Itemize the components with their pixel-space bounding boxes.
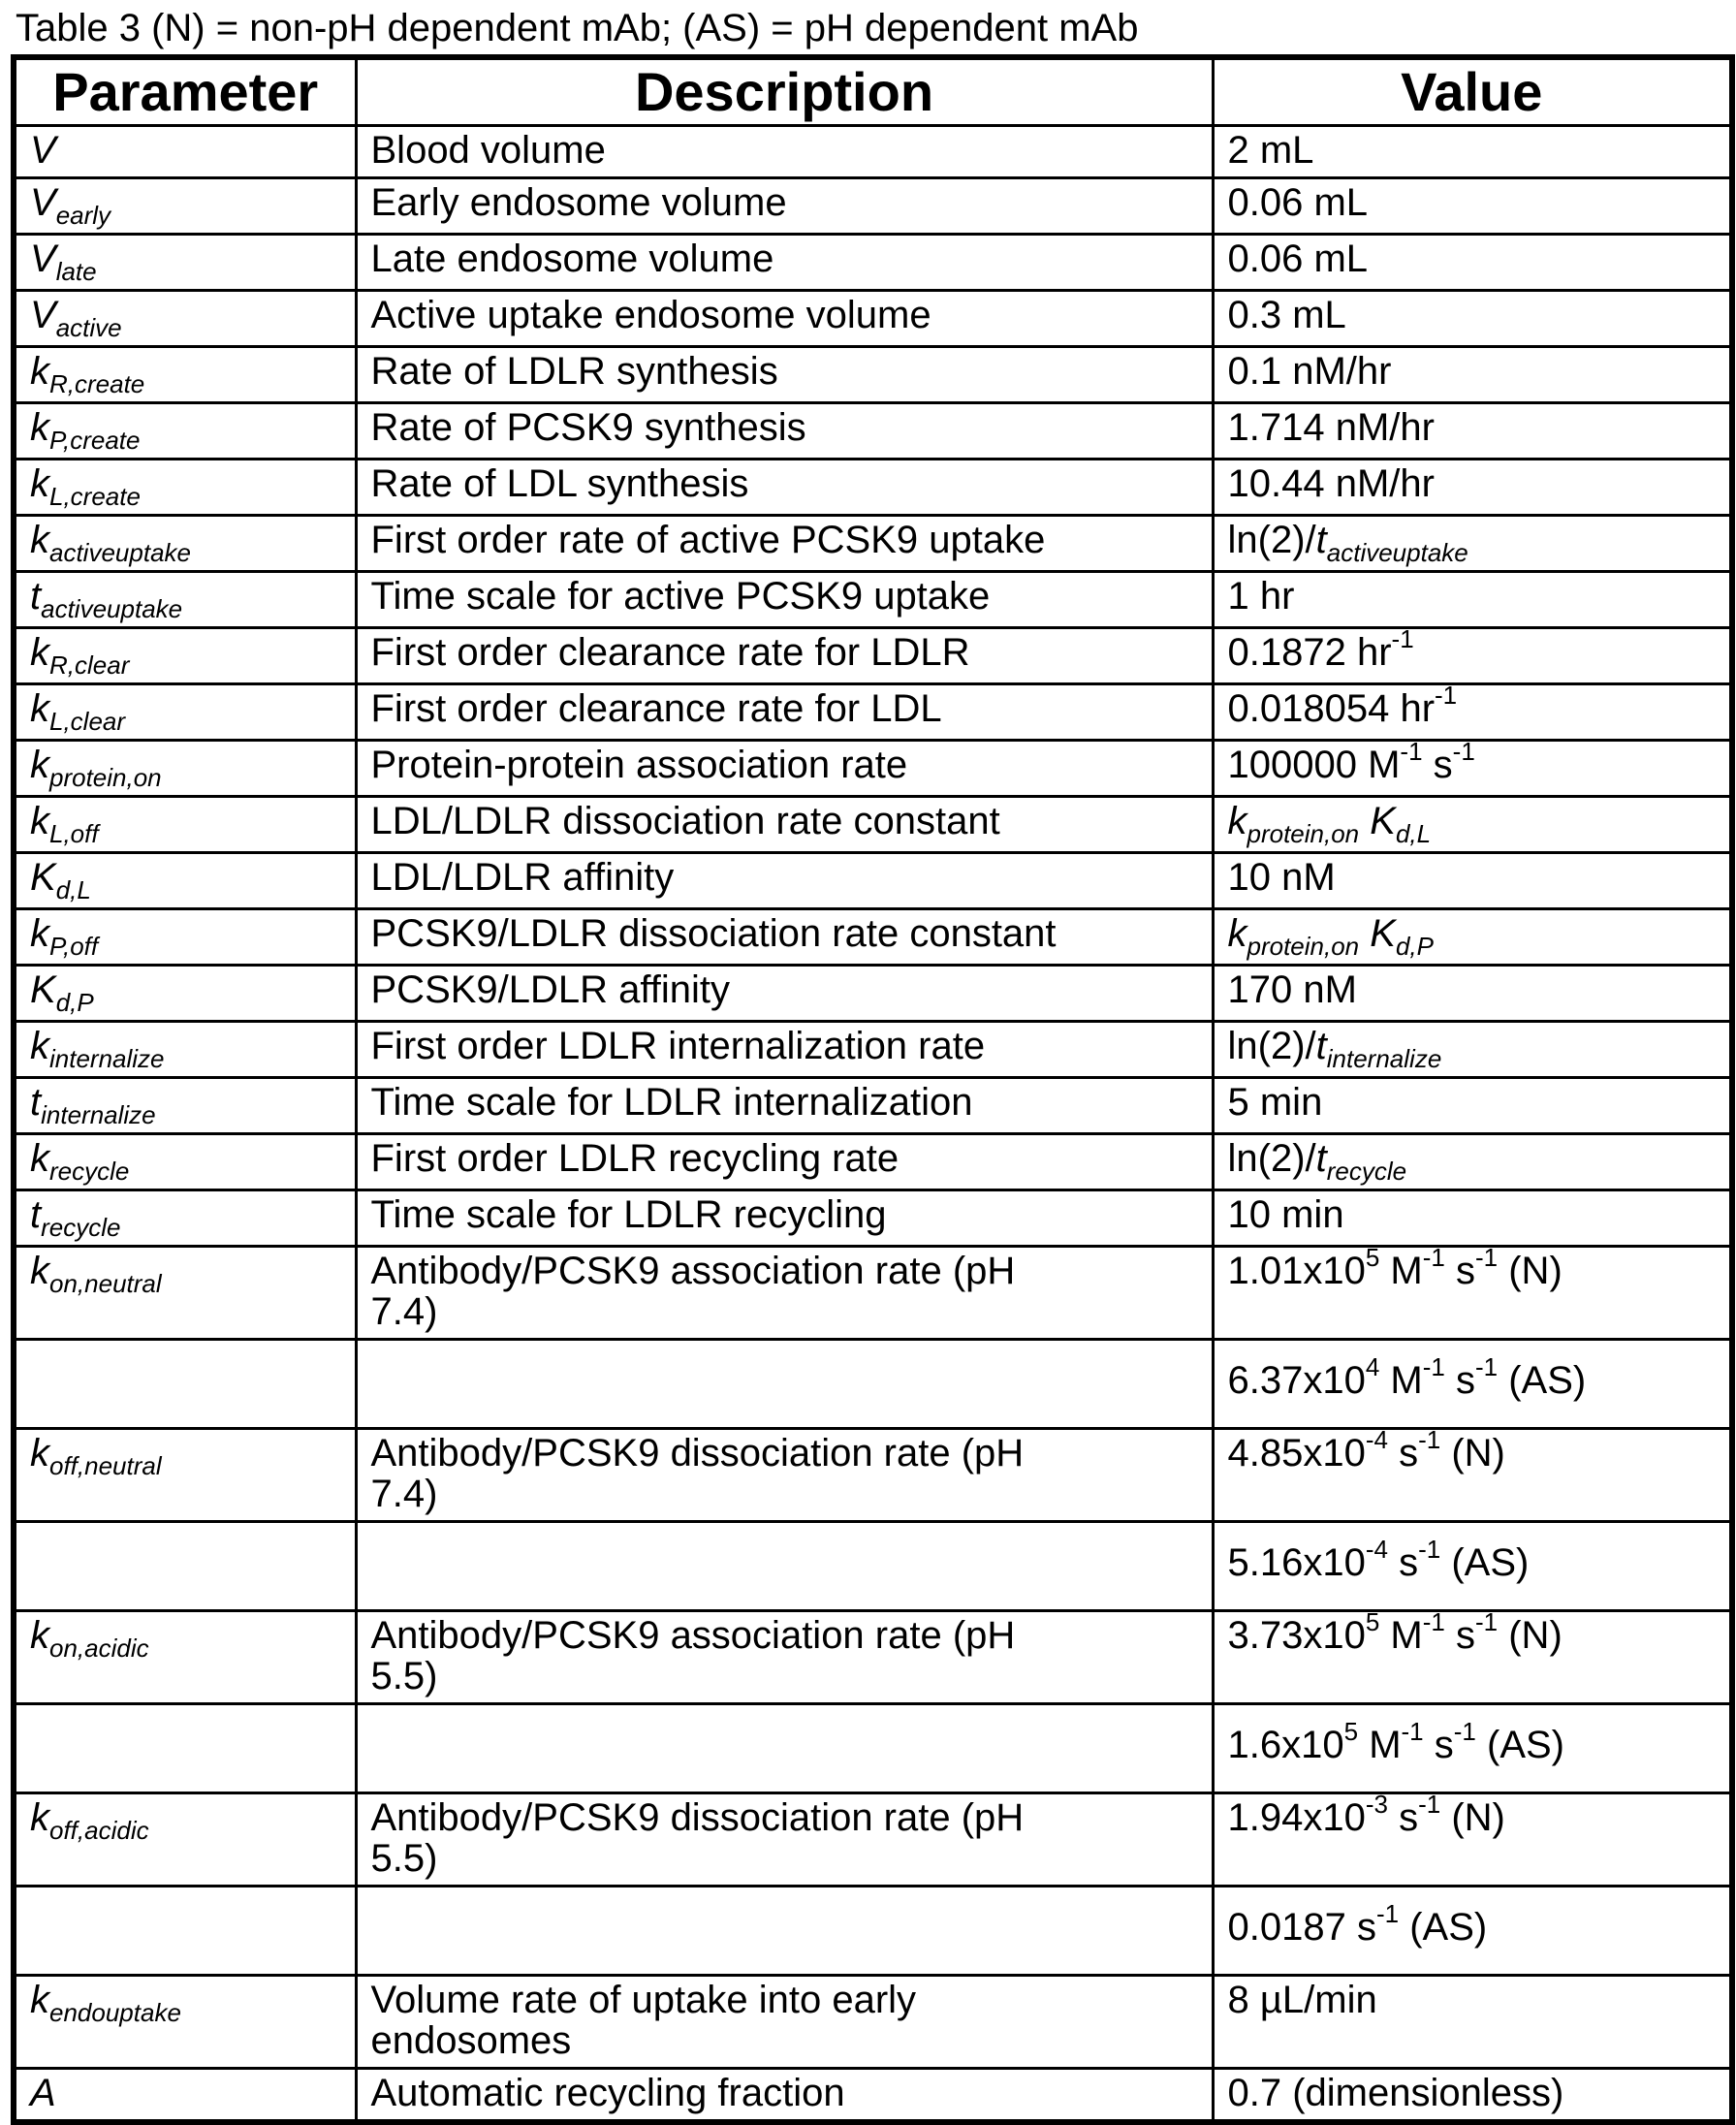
text-segment: 5 min	[1227, 1081, 1323, 1124]
document-page	[0, 6, 1736, 2114]
table-body	[14, 126, 1732, 2123]
table-row	[14, 1134, 1732, 1190]
text-segment: k	[30, 350, 49, 393]
cell-description: Antibody/PCSK9 dissociation rate (pH 5.5)	[356, 1793, 1213, 1887]
text-segment: K	[1370, 800, 1396, 842]
text-segment: L,create	[49, 482, 141, 511]
cell-value	[1213, 1078, 1732, 1134]
text-segment: t	[30, 575, 42, 618]
cell-parameter	[14, 684, 356, 741]
cell-description: Time scale for active PCSK9 uptake	[356, 572, 1213, 628]
text-segment: (AS)	[1475, 1724, 1565, 1766]
cell-parameter	[14, 178, 356, 235]
text-segment: k	[1227, 912, 1247, 955]
table-row	[14, 347, 1732, 403]
cell-description: LDL/LDLR dissociation rate constant	[356, 797, 1213, 853]
text-segment: internalize	[41, 1100, 156, 1129]
cell-parameter	[14, 1134, 356, 1190]
text-segment: s	[1423, 1724, 1454, 1766]
text-segment: -1	[1391, 624, 1414, 653]
cell-value	[1213, 178, 1732, 235]
text-segment: endouptake	[49, 1998, 181, 2027]
text-segment: 0.06 mL	[1227, 181, 1369, 224]
cell-description: Rate of LDL synthesis	[356, 460, 1213, 516]
text-segment: V	[30, 294, 56, 336]
text-segment: 1.01x10	[1227, 1250, 1366, 1292]
text-segment: k	[30, 800, 49, 842]
text-segment: protein,on	[1247, 932, 1360, 961]
text-segment: k	[30, 1979, 49, 2021]
cell-value	[1213, 624, 1732, 684]
text-segment: k	[30, 1796, 49, 1839]
text-segment: -1	[1475, 1352, 1499, 1381]
cell-parameter	[14, 1887, 356, 1976]
cell-value	[1213, 1425, 1732, 1522]
text-segment: k	[30, 1250, 49, 1292]
text-segment: (AS)	[1440, 1541, 1530, 1584]
table-row	[14, 403, 1732, 460]
cell-parameter	[14, 403, 356, 460]
table-row	[14, 909, 1732, 966]
cell-description: Rate of LDLR synthesis	[356, 347, 1213, 403]
cell-value	[1213, 347, 1732, 403]
table-row	[14, 1340, 1732, 1429]
cell-value	[1213, 1607, 1732, 1704]
column-header-description: Description	[356, 57, 1213, 126]
text-segment: k	[30, 1432, 49, 1475]
text-segment: P,off	[49, 932, 99, 961]
text-segment: L,clear	[49, 707, 126, 736]
cell-value	[1213, 1976, 1732, 2069]
text-segment	[1359, 912, 1370, 955]
text-segment: 0.3 mL	[1227, 294, 1346, 336]
text-segment: s	[1387, 1432, 1419, 1475]
cell-description: First order clearance rate for LDL	[356, 684, 1213, 741]
text-segment: -3	[1365, 1790, 1388, 1819]
text-segment: t	[30, 1193, 42, 1236]
text-segment: -1	[1475, 1607, 1499, 1636]
text-segment: M	[1358, 1724, 1402, 1766]
text-segment: 0.0187 s	[1227, 1906, 1376, 1949]
cell-value	[1213, 291, 1732, 347]
cell-description: Rate of PCSK9 synthesis	[356, 403, 1213, 460]
text-segment: -1	[1401, 1717, 1424, 1746]
cell-parameter	[14, 2069, 356, 2123]
text-segment: k	[30, 687, 49, 730]
text-segment: k	[30, 912, 49, 955]
text-segment: k	[30, 631, 49, 674]
cell-parameter	[14, 853, 356, 909]
cell-value	[1213, 126, 1732, 178]
table-row	[14, 853, 1732, 909]
text-segment: 4.85x10	[1227, 1432, 1366, 1475]
cell-parameter	[14, 741, 356, 797]
cell-description: Antibody/PCSK9 association rate (pH 7.4)	[356, 1247, 1213, 1340]
text-segment: K	[30, 968, 56, 1011]
cell-value	[1213, 681, 1732, 741]
text-segment: -1	[1435, 681, 1458, 710]
table-row	[14, 1247, 1732, 1340]
table-caption: Table 3 (N) = non-pH dependent mAb; (AS) = pH dependent mAb	[16, 7, 1139, 49]
text-segment: (N)	[1498, 1250, 1562, 1292]
cell-value	[1213, 572, 1732, 628]
text-segment: t	[1315, 1137, 1327, 1180]
text-segment: activeuptake	[49, 538, 191, 567]
cell-description: Time scale for LDLR recycling	[356, 1190, 1213, 1247]
text-segment: -1	[1400, 737, 1423, 766]
cell-parameter	[14, 1078, 356, 1134]
text-segment: 1.94x10	[1227, 1796, 1366, 1839]
text-segment: M	[1379, 1614, 1423, 1657]
cell-parameter	[14, 460, 356, 516]
text-segment: A	[30, 2072, 56, 2114]
table-header-row	[14, 57, 1732, 126]
cell-description: Antibody/PCSK9 dissociation rate (pH 7.4)	[356, 1429, 1213, 1522]
text-segment: recycle	[1326, 1157, 1407, 1186]
cell-description: Volume rate of uptake into early endosomes	[356, 1976, 1213, 2069]
text-segment: activeuptake	[1326, 538, 1468, 567]
text-segment: k	[30, 1614, 49, 1657]
table-header	[14, 57, 1732, 126]
cell-description	[356, 1704, 1213, 1793]
text-segment: off,acidic	[49, 1816, 149, 1845]
text-segment: k	[30, 744, 49, 786]
text-segment: k	[30, 1025, 49, 1067]
table-row	[14, 1190, 1732, 1247]
cell-value	[1213, 403, 1732, 460]
text-segment: 170 nM	[1227, 968, 1357, 1011]
text-segment: 6.37x10	[1227, 1359, 1366, 1402]
text-segment: V	[30, 129, 56, 172]
cell-value	[1213, 1522, 1732, 1611]
text-segment: 5	[1365, 1243, 1380, 1272]
cell-parameter	[14, 1190, 356, 1247]
text-segment: (N)	[1498, 1614, 1562, 1657]
cell-value	[1213, 853, 1732, 909]
text-segment: k	[30, 519, 49, 561]
text-segment: k	[30, 1137, 49, 1180]
cell-description: PCSK9/LDLR dissociation rate constant	[356, 909, 1213, 966]
cell-description: PCSK9/LDLR affinity	[356, 966, 1213, 1022]
text-segment: protein,on	[1247, 819, 1360, 848]
cell-value	[1213, 1340, 1732, 1429]
cell-parameter	[14, 628, 356, 684]
column-header-value: Value	[1213, 57, 1732, 126]
text-segment: k	[30, 462, 49, 505]
text-segment: d,P	[55, 988, 94, 1017]
text-segment: -1	[1422, 1607, 1445, 1636]
cell-value	[1213, 1704, 1732, 1793]
table-row	[14, 2069, 1732, 2123]
cell-parameter	[14, 1976, 356, 2069]
text-segment: 100000 M	[1227, 744, 1401, 786]
table-row	[14, 797, 1732, 853]
text-segment: 0.7 (dimensionless)	[1227, 2072, 1564, 2114]
text-segment: 10.44 nM/hr	[1227, 462, 1435, 505]
text-segment: 5	[1365, 1607, 1380, 1636]
cell-parameter	[14, 1022, 356, 1078]
text-segment: protein,on	[49, 763, 162, 792]
text-segment: -1	[1453, 1717, 1476, 1746]
text-segment: -1	[1418, 1790, 1441, 1819]
text-segment: 5.16x10	[1227, 1541, 1366, 1584]
text-segment: R,clear	[49, 650, 130, 680]
text-segment: ln(2)/	[1227, 519, 1316, 561]
text-segment: -1	[1475, 1243, 1499, 1272]
text-segment: M	[1379, 1250, 1423, 1292]
text-segment: s	[1444, 1359, 1475, 1402]
text-segment: d,L	[1395, 819, 1432, 848]
cell-parameter	[14, 235, 356, 291]
text-segment	[1359, 800, 1370, 842]
cell-parameter	[14, 797, 356, 853]
text-segment: late	[55, 257, 97, 286]
text-segment: recycle	[41, 1213, 121, 1242]
cell-parameter	[14, 1611, 356, 1704]
cell-value	[1213, 235, 1732, 291]
cell-value	[1213, 737, 1732, 797]
cell-parameter	[14, 572, 356, 628]
cell-description	[356, 1522, 1213, 1611]
text-segment: -4	[1365, 1425, 1388, 1454]
table-row	[14, 1078, 1732, 1134]
table-row	[14, 1887, 1732, 1976]
text-segment: K	[1370, 912, 1396, 955]
text-segment: 1 hr	[1227, 575, 1295, 618]
text-segment: s	[1387, 1796, 1419, 1839]
cell-parameter	[14, 347, 356, 403]
cell-description	[356, 1887, 1213, 1976]
text-segment: R,create	[49, 369, 145, 398]
table-row	[14, 235, 1732, 291]
table-row	[14, 291, 1732, 347]
text-segment: internalize	[49, 1044, 165, 1073]
text-segment: (N)	[1440, 1432, 1505, 1475]
text-segment: s	[1422, 744, 1453, 786]
text-segment: t	[30, 1081, 42, 1124]
cell-value	[1213, 909, 1732, 966]
text-segment: 10 nM	[1227, 856, 1336, 899]
table-row	[14, 1976, 1732, 2069]
cell-description: Late endosome volume	[356, 235, 1213, 291]
text-segment: d,L	[55, 875, 91, 904]
table-row	[14, 572, 1732, 628]
cell-parameter	[14, 126, 356, 178]
text-segment: s	[1444, 1250, 1475, 1292]
text-segment: -1	[1375, 1899, 1400, 1928]
text-segment: -1	[1418, 1425, 1441, 1454]
cell-description: First order LDLR internalization rate	[356, 1022, 1213, 1078]
cell-value	[1213, 1022, 1732, 1078]
text-segment: M	[1379, 1359, 1423, 1402]
text-segment: d,P	[1395, 932, 1434, 961]
text-segment: t	[1315, 519, 1327, 561]
text-segment: (AS)	[1399, 1906, 1488, 1949]
cell-description: Early endosome volume	[356, 178, 1213, 235]
cell-description: Protein-protein association rate	[356, 741, 1213, 797]
text-segment: -1	[1418, 1535, 1441, 1564]
text-segment: 2 mL	[1227, 129, 1314, 172]
text-segment: on,acidic	[49, 1633, 149, 1663]
text-segment: s	[1444, 1614, 1475, 1657]
column-header-parameter: Parameter	[14, 57, 356, 126]
text-segment: internalize	[1326, 1044, 1442, 1073]
text-segment: (N)	[1440, 1796, 1505, 1839]
cell-description	[356, 1340, 1213, 1429]
text-segment: off,neutral	[49, 1451, 162, 1480]
text-segment: 3.73x10	[1227, 1614, 1366, 1657]
parameter-table	[11, 54, 1735, 2125]
table-row	[14, 516, 1732, 572]
text-segment: L,off	[49, 819, 99, 848]
text-segment: K	[30, 856, 56, 899]
cell-parameter	[14, 1340, 356, 1429]
text-segment: V	[30, 181, 56, 224]
cell-description: Time scale for LDLR internalization	[356, 1078, 1213, 1134]
cell-description: Antibody/PCSK9 association rate (pH 5.5)	[356, 1611, 1213, 1704]
cell-parameter	[14, 291, 356, 347]
cell-value	[1213, 516, 1732, 572]
text-segment: k	[30, 406, 49, 449]
text-segment: 1.6x10	[1227, 1724, 1344, 1766]
table-row	[14, 684, 1732, 741]
text-segment: k	[1227, 800, 1247, 842]
text-segment: -1	[1452, 737, 1475, 766]
cell-description: First order rate of active PCSK9 uptake	[356, 516, 1213, 572]
cell-parameter	[14, 1704, 356, 1793]
table-row	[14, 1704, 1732, 1793]
table-row	[14, 628, 1732, 684]
table-row	[14, 741, 1732, 797]
text-segment: recycle	[49, 1157, 130, 1186]
text-segment: s	[1387, 1541, 1419, 1584]
text-segment: 1.714 nM/hr	[1227, 406, 1435, 449]
cell-description: Active uptake endosome volume	[356, 291, 1213, 347]
text-segment: early	[55, 201, 111, 230]
text-segment: -1	[1422, 1243, 1445, 1272]
text-segment: 5	[1343, 1717, 1359, 1746]
text-segment: on,neutral	[49, 1269, 162, 1298]
text-segment: 0.018054 hr	[1227, 687, 1436, 730]
cell-description: LDL/LDLR affinity	[356, 853, 1213, 909]
cell-value	[1213, 966, 1732, 1022]
cell-parameter	[14, 1793, 356, 1887]
table-row	[14, 966, 1732, 1022]
cell-parameter	[14, 1429, 356, 1522]
table-row	[14, 1022, 1732, 1078]
text-segment: ln(2)/	[1227, 1137, 1316, 1180]
text-segment: V	[30, 238, 56, 280]
table-row	[14, 460, 1732, 516]
text-segment: 10 min	[1227, 1193, 1344, 1236]
table-row	[14, 1429, 1732, 1522]
cell-value	[1213, 2069, 1732, 2123]
cell-description: Blood volume	[356, 126, 1213, 178]
text-segment: -4	[1365, 1535, 1388, 1564]
text-segment: 8 µL/min	[1227, 1979, 1377, 2021]
cell-parameter	[14, 909, 356, 966]
cell-value	[1213, 797, 1732, 853]
table-row	[14, 1793, 1732, 1887]
cell-parameter	[14, 516, 356, 572]
cell-value	[1213, 1243, 1732, 1340]
text-segment: 0.1 nM/hr	[1227, 350, 1392, 393]
text-segment: 4	[1365, 1352, 1380, 1381]
table-row	[14, 178, 1732, 235]
cell-parameter	[14, 1522, 356, 1611]
cell-description: Automatic recycling fraction	[356, 2069, 1213, 2123]
cell-value	[1213, 1790, 1732, 1887]
cell-parameter	[14, 966, 356, 1022]
cell-description: First order clearance rate for LDLR	[356, 628, 1213, 684]
text-segment: activeuptake	[41, 594, 183, 623]
table-row	[14, 126, 1732, 178]
cell-description: First order LDLR recycling rate	[356, 1134, 1213, 1190]
text-segment: (AS)	[1498, 1359, 1587, 1402]
text-segment: active	[55, 313, 122, 342]
cell-parameter	[14, 1247, 356, 1340]
text-segment: -1	[1422, 1352, 1445, 1381]
cell-value	[1213, 1887, 1732, 1976]
text-segment: 0.06 mL	[1227, 238, 1369, 280]
cell-value	[1213, 1134, 1732, 1190]
table-row	[14, 1522, 1732, 1611]
text-segment: ln(2)/	[1227, 1025, 1316, 1067]
cell-value	[1213, 1190, 1732, 1247]
text-segment: t	[1315, 1025, 1327, 1067]
text-segment: P,create	[49, 426, 141, 455]
table-row	[14, 1611, 1732, 1704]
text-segment: 0.1872 hr	[1227, 631, 1392, 674]
cell-value	[1213, 460, 1732, 516]
